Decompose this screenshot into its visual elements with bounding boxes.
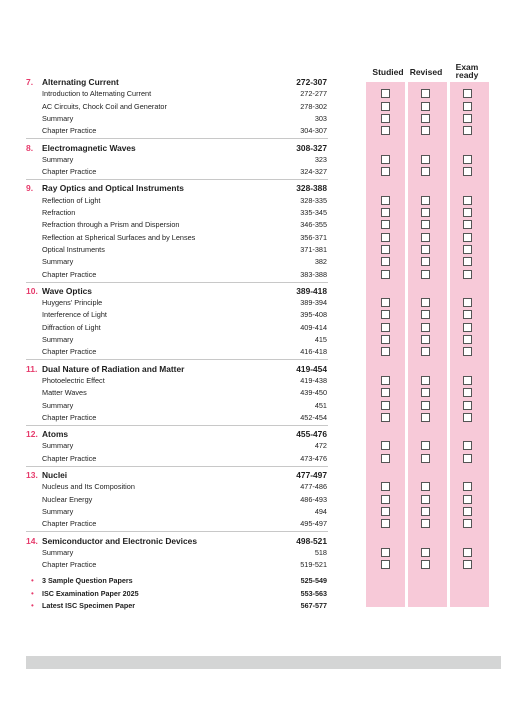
revised-checkbox[interactable] [421,482,430,491]
entry-title: Interference of Light [42,310,107,320]
page-range: 324-327 [300,167,327,177]
revised-checkbox[interactable] [421,388,430,397]
topic-row [0,101,528,113]
exam-ready-checkbox[interactable] [463,495,472,504]
studied-checkbox[interactable] [381,257,390,266]
studied-checkbox[interactable] [381,155,390,164]
page-range: 389-418 [296,285,327,296]
chapter-title: Dual Nature of Radiation and Matter [42,363,185,374]
entry-title: Chapter Practice [42,519,97,529]
revised-checkbox[interactable] [421,519,430,528]
revised-checkbox[interactable] [421,270,430,279]
page-range: 419-454 [296,363,327,374]
page-range: 495-497 [300,519,327,529]
chapter-row [0,182,528,194]
studied-checkbox[interactable] [381,454,390,463]
topic-row [0,481,528,493]
studied-checkbox[interactable] [381,507,390,516]
chapter-divider [26,282,328,283]
exam-ready-checkbox[interactable] [463,548,472,557]
chapter-title: Nuclei [42,470,68,480]
revised-checkbox[interactable] [421,495,430,504]
topic-row [0,412,528,424]
topic-row [0,453,528,465]
extra-row [0,588,528,600]
studied-checkbox[interactable] [381,245,390,254]
revised-checkbox[interactable] [421,548,430,557]
exam-ready-checkbox[interactable] [463,401,472,410]
exam-ready-checkbox[interactable] [463,167,472,176]
page-range: 278-302 [300,101,327,111]
topic-row [0,195,528,207]
entry-title: AC Circuits, Chock Coil and Generator [42,101,167,111]
chapter-divider [26,425,328,426]
entry-title: Reflection at Spherical Surfaces and by Lenses [42,232,196,242]
chapter-number: 14. [26,535,38,546]
exam-ready-checkbox[interactable] [463,376,472,385]
entry-title: Summary [42,154,74,164]
exam-ready-checkbox[interactable] [463,257,472,266]
page-range: 328-335 [300,195,327,205]
entry-title: Chapter Practice [42,453,97,463]
revised-checkbox[interactable] [421,335,430,344]
entry-title: ISC Examination Paper 2025 [42,588,139,598]
entry-title: Chapter Practice [42,167,97,177]
topic-row [0,166,528,178]
chapter-title: Ray Optics and Optical Instruments [42,183,184,194]
page-range: 272-307 [296,77,327,87]
page-range: 472 [314,441,327,451]
page-range: 323 [314,154,327,164]
topic-row [0,269,528,281]
page-range: 356-371 [300,232,327,242]
studied-checkbox[interactable] [381,335,390,344]
exam-ready-checkbox[interactable] [463,519,472,528]
topic-row [0,322,528,334]
revised-checkbox[interactable] [421,347,430,356]
revised-checkbox[interactable] [421,233,430,242]
studied-checkbox[interactable] [381,560,390,569]
topic-row [0,256,528,268]
page-range: 328-388 [296,183,327,194]
bullet-icon: • [31,588,34,598]
chapter-divider [26,138,328,139]
chapter-title: Wave Optics [42,285,92,296]
exam-ready-checkbox[interactable] [463,441,472,450]
topic-row [0,207,528,219]
bullet-icon: • [31,601,34,610]
entry-title: Optical Instruments [42,244,105,254]
chapter-title: Atoms [42,429,69,440]
entry-title: Chapter Practice [42,412,97,422]
studied-checkbox[interactable] [381,388,390,397]
entry-title: Summary [42,400,74,410]
exam-ready-checkbox[interactable] [463,323,472,332]
studied-checkbox[interactable] [381,401,390,410]
exam-ready-checkbox[interactable] [463,245,472,254]
entry-title: Chapter Practice [42,347,97,357]
footer-bar [26,656,501,669]
page-range: 477-497 [296,470,327,480]
entry-title: Chapter Practice [42,560,97,570]
chapter-title: Semiconductor and Electronic Devices [42,535,197,546]
bullet-icon: • [31,576,34,586]
revised-checkbox[interactable] [421,196,430,205]
chapter-row [0,285,528,297]
topic-row [0,219,528,231]
exam-ready-checkbox[interactable] [463,155,472,164]
page-range: 409-414 [300,322,327,332]
revised-checkbox[interactable] [421,102,430,111]
topic-row [0,232,528,244]
page-range: 473-476 [300,453,327,463]
page-range: 486-493 [300,494,327,504]
exam-ready-checkbox[interactable] [463,507,472,516]
chapter-row [0,76,528,88]
entry-title: Nucleus and Its Composition [42,482,135,492]
page-range: 346-355 [300,220,327,230]
page-range: 303 [314,113,327,123]
topic-row [0,547,528,559]
studied-checkbox[interactable] [381,89,390,98]
topic-row [0,387,528,399]
chapter-number: 11. [26,363,38,374]
exam-ready-checkbox[interactable] [463,233,472,242]
page-range: 389-394 [300,298,327,308]
entry-title: Chapter Practice [42,269,97,279]
entry-title: Matter Waves [42,388,87,398]
topic-row [0,400,528,412]
studied-checkbox[interactable] [381,167,390,176]
studied-checkbox[interactable] [381,196,390,205]
topic-row [0,518,528,530]
page-range: 494 [314,506,327,516]
chapter-number: 12. [26,429,38,440]
chapter-divider [26,531,328,532]
exam-ready-checkbox[interactable] [463,102,472,111]
exam-ready-checkbox[interactable] [463,126,472,135]
page-range: 519-521 [300,560,327,570]
topic-row [0,559,528,571]
studied-checkbox[interactable] [381,376,390,385]
revised-checkbox[interactable] [421,376,430,385]
header-revised: Revised [409,67,443,77]
entry-title: Huygens' Principle [42,298,103,308]
topic-row [0,506,528,518]
studied-checkbox[interactable] [381,114,390,123]
chapter-number: 8. [26,142,34,153]
page-range: 525-549 [300,576,327,586]
entry-title: Summary [42,547,74,557]
topic-row [0,440,528,452]
page-range: 304-307 [300,126,327,136]
exam-ready-checkbox[interactable] [463,270,472,279]
revised-checkbox[interactable] [421,245,430,254]
entry-title: Reflection of Light [42,195,101,205]
studied-checkbox[interactable] [381,495,390,504]
page-range: 553-563 [300,588,327,598]
topic-row [0,297,528,309]
page-range: 382 [314,257,327,267]
chapter-row [0,363,528,375]
entry-title: 3 Sample Question Papers [42,576,133,586]
studied-checkbox[interactable] [381,220,390,229]
entry-title: Summary [42,335,74,344]
revised-checkbox[interactable] [421,401,430,410]
topic-row [0,154,528,166]
page-range: 567-577 [300,601,327,610]
chapter-number: 10. [26,285,38,296]
studied-checkbox[interactable] [381,298,390,307]
topic-row [0,494,528,506]
page-range: 335-345 [300,208,327,217]
exam-ready-checkbox[interactable] [463,196,472,205]
studied-checkbox[interactable] [381,519,390,528]
entry-title: Latest ISC Specimen Paper [42,601,136,610]
chapter-row [0,535,528,547]
revised-checkbox[interactable] [421,323,430,332]
entry-title: Photoelectric Effect [42,375,105,385]
page-range: 439-450 [300,388,327,398]
exam-ready-checkbox[interactable] [463,89,472,98]
revised-checkbox[interactable] [421,310,430,319]
chapter-divider [26,359,328,360]
revised-checkbox[interactable] [421,208,430,217]
header-studied: Studied [372,67,404,77]
page-range: 455-476 [296,429,327,440]
revised-checkbox[interactable] [421,507,430,516]
page-range: 395-408 [300,310,327,320]
revised-checkbox[interactable] [421,454,430,463]
topic-row [0,88,528,100]
exam-ready-checkbox[interactable] [463,388,472,397]
header-exam-ready: Exam ready [455,62,479,80]
entry-title: Summary [42,506,74,516]
entry-title: Chapter Practice [42,126,97,136]
exam-ready-checkbox[interactable] [463,298,472,307]
revised-checkbox[interactable] [421,560,430,569]
page-range: 371-381 [300,244,327,254]
revised-checkbox[interactable] [421,89,430,98]
studied-checkbox[interactable] [381,310,390,319]
studied-checkbox[interactable] [381,270,390,279]
studied-checkbox[interactable] [381,233,390,242]
chapter-number: 9. [26,183,34,194]
chapter-number: 7. [26,77,34,87]
entry-title: Summary [42,113,74,123]
chapter-title: Electromagnetic Waves [42,142,136,153]
page-range: 498-521 [296,535,327,546]
exam-ready-checkbox[interactable] [463,482,472,491]
revised-checkbox[interactable] [421,413,430,422]
revised-checkbox[interactable] [421,257,430,266]
page-range: 272-277 [300,89,327,99]
chapter-row [0,428,528,440]
page-range: 518 [314,547,327,557]
exam-ready-checkbox[interactable] [463,560,472,569]
chapter-row [0,469,528,481]
chapter-row [0,142,528,154]
topic-row [0,334,528,346]
entry-title: Summary [42,257,74,267]
studied-checkbox[interactable] [381,102,390,111]
entry-title: Summary [42,441,74,451]
extra-row [0,600,528,612]
page-range: 383-388 [300,269,327,279]
revised-checkbox[interactable] [421,114,430,123]
page-range: 452-454 [300,412,327,422]
page-range: 415 [314,335,327,344]
page-range: 451 [314,400,327,410]
studied-checkbox[interactable] [381,441,390,450]
studied-checkbox[interactable] [381,126,390,135]
page-range: 477-486 [300,482,327,492]
exam-ready-checkbox[interactable] [463,208,472,217]
chapter-divider [26,466,328,467]
extra-row [0,575,528,587]
studied-checkbox[interactable] [381,413,390,422]
topic-row [0,375,528,387]
topic-row [0,244,528,256]
entry-title: Introduction to Alternating Current [42,89,152,99]
chapter-divider [26,179,328,180]
topic-row [0,113,528,125]
exam-ready-checkbox[interactable] [463,335,472,344]
entry-title: Refraction through a Prism and Dispersion [42,220,180,230]
exam-ready-checkbox[interactable] [463,310,472,319]
studied-checkbox[interactable] [381,548,390,557]
topic-row [0,309,528,321]
entry-title: Diffraction of Light [42,322,101,332]
studied-checkbox[interactable] [381,347,390,356]
page-range: 419-438 [300,375,327,385]
revised-checkbox[interactable] [421,155,430,164]
exam-ready-checkbox[interactable] [463,347,472,356]
page-range: 308-327 [296,142,327,153]
exam-ready-checkbox[interactable] [463,454,472,463]
entry-title: Refraction [42,208,76,217]
studied-checkbox[interactable] [381,482,390,491]
exam-ready-checkbox[interactable] [463,114,472,123]
page-range: 416-418 [300,347,327,357]
entry-title: Nuclear Energy [42,494,93,504]
topic-row [0,125,528,137]
topic-row [0,346,528,358]
revised-checkbox[interactable] [421,220,430,229]
revised-checkbox[interactable] [421,126,430,135]
revised-checkbox[interactable] [421,167,430,176]
chapter-number: 13. [26,470,38,480]
revised-checkbox[interactable] [421,298,430,307]
chapter-title: Alternating Current [42,77,119,87]
studied-checkbox[interactable] [381,208,390,217]
exam-ready-checkbox[interactable] [463,413,472,422]
revised-checkbox[interactable] [421,441,430,450]
exam-ready-checkbox[interactable] [463,220,472,229]
studied-checkbox[interactable] [381,323,390,332]
